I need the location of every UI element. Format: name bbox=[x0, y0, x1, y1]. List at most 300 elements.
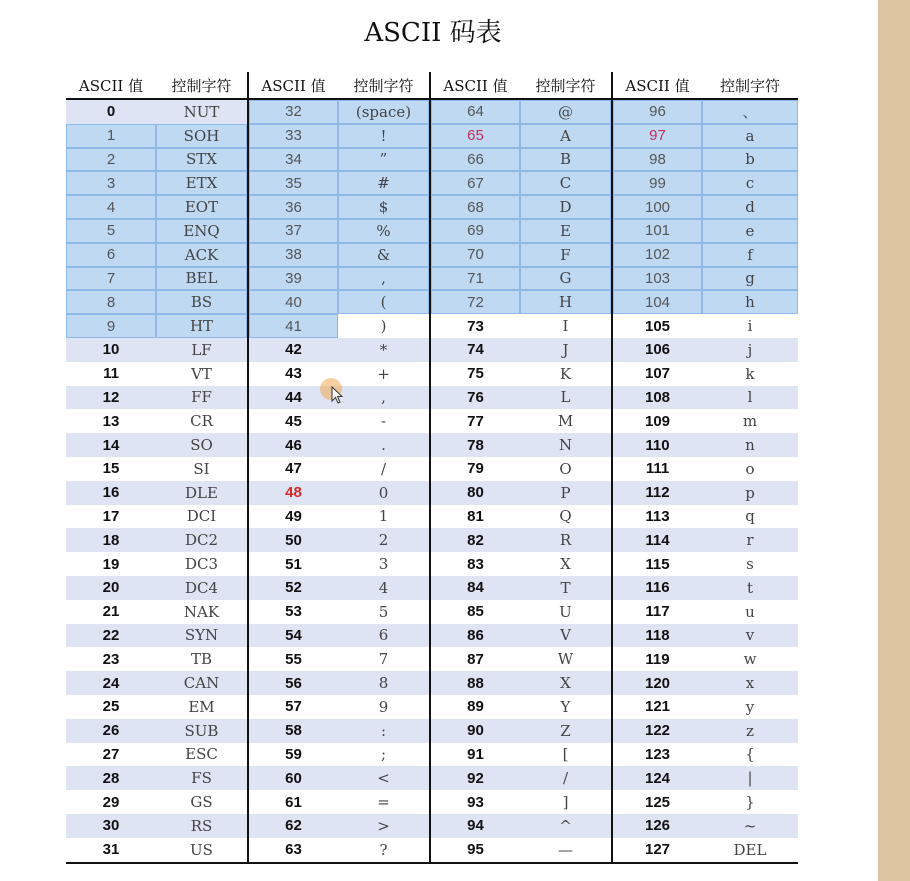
column-header-code: ASCII 值 bbox=[430, 72, 520, 99]
ascii-char-cell[interactable]: l bbox=[702, 386, 798, 410]
ascii-code-cell[interactable]: 115 bbox=[612, 552, 702, 576]
ascii-code-cell[interactable]: 118 bbox=[612, 624, 702, 648]
ascii-code-cell[interactable]: 104 bbox=[612, 290, 702, 314]
ascii-code-cell[interactable]: 93 bbox=[430, 790, 520, 814]
ascii-char-cell[interactable]: SOH bbox=[156, 124, 248, 148]
ascii-char-cell[interactable]: * bbox=[338, 338, 430, 362]
ascii-code-cell[interactable]: 99 bbox=[612, 171, 702, 195]
ascii-table bbox=[66, 72, 798, 864]
table-row bbox=[66, 314, 798, 338]
ascii-char-cell[interactable]: , bbox=[338, 267, 430, 291]
ascii-code-cell[interactable]: 11 bbox=[103, 365, 119, 383]
ascii-char-cell[interactable]: R bbox=[520, 528, 612, 552]
ascii-char-cell[interactable]: I bbox=[562, 317, 569, 336]
table-row bbox=[66, 576, 798, 600]
ascii-code-cell[interactable]: 72 bbox=[430, 290, 520, 314]
ascii-code-cell[interactable]: 86 bbox=[430, 624, 520, 648]
ascii-char-cell[interactable]: / bbox=[380, 459, 387, 478]
ascii-code-cell[interactable]: 19 bbox=[102, 555, 120, 573]
ascii-char-cell[interactable]: n bbox=[702, 433, 798, 457]
ascii-char-cell[interactable]: BS bbox=[156, 290, 248, 314]
ascii-char-cell[interactable]: TB bbox=[190, 650, 213, 669]
ascii-char-cell[interactable]: | bbox=[702, 766, 798, 790]
ascii-char-cell[interactable]: ( bbox=[338, 290, 430, 314]
ascii-code-cell[interactable]: 64 bbox=[430, 99, 520, 124]
ascii-code-cell[interactable]: 85 bbox=[430, 600, 520, 624]
ascii-char-cell[interactable]: L bbox=[520, 386, 612, 410]
ascii-code-cell[interactable]: 44 bbox=[248, 386, 338, 410]
table-row bbox=[66, 838, 798, 863]
ascii-char-cell[interactable]: ! bbox=[338, 124, 430, 148]
ascii-char-cell[interactable]: k bbox=[745, 364, 755, 383]
ascii-char-cell[interactable]: } bbox=[745, 793, 755, 811]
ascii-char-cell[interactable]: BEL bbox=[156, 267, 248, 291]
ascii-code-cell[interactable]: 46 bbox=[248, 433, 338, 457]
ascii-char-cell[interactable]: C bbox=[520, 171, 612, 195]
table-row bbox=[66, 790, 798, 814]
ascii-char-cell[interactable]: RS bbox=[156, 814, 248, 838]
ascii-char-cell[interactable]: CR bbox=[190, 412, 213, 431]
ascii-code-cell[interactable]: 31 bbox=[66, 838, 156, 863]
ascii-char-cell[interactable]: 6 bbox=[338, 624, 430, 648]
ascii-char-cell[interactable]: M bbox=[557, 412, 574, 431]
ascii-char-cell[interactable]: N bbox=[520, 433, 612, 457]
ascii-char-cell[interactable]: X bbox=[560, 555, 571, 574]
ascii-char-cell[interactable]: DEL bbox=[702, 838, 798, 863]
ascii-code-cell[interactable]: 22 bbox=[66, 624, 156, 648]
ascii-code-cell[interactable]: 10 bbox=[66, 338, 156, 362]
ascii-char-cell[interactable]: i bbox=[747, 317, 753, 336]
ascii-char-cell[interactable]: @ bbox=[520, 99, 612, 124]
ascii-char-cell[interactable]: B bbox=[520, 148, 612, 172]
ascii-code-cell[interactable]: 66 bbox=[430, 148, 520, 172]
ascii-code-cell[interactable]: 125 bbox=[612, 790, 702, 814]
ascii-code-cell[interactable]: 80 bbox=[430, 481, 520, 505]
ascii-char-cell[interactable]: 0 bbox=[338, 481, 430, 505]
table-header-row bbox=[66, 72, 798, 99]
ascii-code-cell[interactable]: 101 bbox=[612, 219, 702, 243]
ascii-code-cell[interactable]: 26 bbox=[66, 719, 156, 743]
ascii-code-cell[interactable]: 34 bbox=[248, 148, 338, 172]
ascii-char-cell[interactable]: r bbox=[702, 528, 798, 552]
ascii-code-cell[interactable]: 122 bbox=[612, 719, 702, 743]
ascii-char-cell[interactable]: ? bbox=[338, 838, 430, 863]
ascii-char-cell[interactable]: d bbox=[702, 195, 798, 219]
ascii-code-cell[interactable]: 67 bbox=[430, 171, 520, 195]
ascii-code-cell[interactable]: 48 bbox=[248, 481, 338, 505]
ascii-char-cell[interactable]: ^ bbox=[520, 814, 612, 838]
table-row bbox=[66, 457, 798, 481]
ascii-char-cell[interactable]: t bbox=[702, 576, 798, 600]
table-row bbox=[66, 243, 798, 267]
ascii-code-cell[interactable]: 16 bbox=[66, 481, 156, 505]
ascii-char-cell[interactable]: f bbox=[702, 243, 798, 267]
ascii-code-cell[interactable]: 96 bbox=[612, 99, 702, 124]
ascii-code-cell[interactable]: 120 bbox=[612, 671, 702, 695]
ascii-code-cell[interactable]: 52 bbox=[248, 576, 338, 600]
ascii-char-cell[interactable]: - bbox=[380, 412, 387, 431]
ascii-char-cell[interactable]: H bbox=[520, 290, 612, 314]
ascii-code-cell[interactable]: 51 bbox=[248, 552, 338, 576]
ascii-char-cell[interactable]: DC2 bbox=[156, 528, 248, 552]
ascii-code-cell[interactable]: 49 bbox=[248, 505, 338, 529]
ascii-code-cell[interactable]: 61 bbox=[248, 790, 338, 814]
table-row bbox=[66, 219, 798, 243]
ascii-char-cell[interactable]: . bbox=[338, 433, 430, 457]
table-row bbox=[66, 99, 798, 124]
ascii-char-cell[interactable]: P bbox=[520, 481, 612, 505]
table-row bbox=[66, 552, 798, 576]
ascii-code-cell[interactable]: 55 bbox=[248, 647, 338, 671]
ascii-char-cell[interactable]: w bbox=[743, 650, 757, 669]
ascii-char-cell[interactable]: V bbox=[520, 624, 612, 648]
ascii-char-cell[interactable]: EOT bbox=[156, 195, 248, 219]
column-header-code: ASCII 值 bbox=[612, 72, 702, 99]
ascii-code-cell[interactable]: 100 bbox=[612, 195, 702, 219]
ascii-code-cell[interactable]: 25 bbox=[102, 698, 120, 716]
ascii-char-cell[interactable]: DC3 bbox=[184, 555, 219, 574]
ascii-code-cell[interactable]: 29 bbox=[102, 793, 120, 811]
ascii-char-cell[interactable]: O bbox=[559, 459, 572, 478]
ascii-char-cell[interactable]: VT bbox=[191, 364, 212, 383]
ascii-char-cell[interactable]: Q bbox=[559, 507, 572, 526]
table-row bbox=[66, 743, 798, 767]
ascii-code-cell[interactable]: 95 bbox=[430, 838, 520, 863]
ascii-code-cell[interactable]: 74 bbox=[430, 338, 520, 362]
ascii-code-cell[interactable]: 78 bbox=[430, 433, 520, 457]
ascii-char-cell[interactable]: ” bbox=[338, 148, 430, 172]
ascii-code-cell[interactable]: 37 bbox=[248, 219, 338, 243]
table-row bbox=[66, 362, 798, 386]
ascii-code-cell[interactable]: 94 bbox=[430, 814, 520, 838]
table-row bbox=[66, 433, 798, 457]
ascii-char-cell[interactable]: ACK bbox=[156, 243, 248, 267]
ascii-code-cell[interactable]: 27 bbox=[102, 745, 120, 763]
ascii-code-cell[interactable]: 112 bbox=[612, 481, 702, 505]
table-row bbox=[66, 624, 798, 648]
ascii-code-cell[interactable]: 6 bbox=[66, 243, 156, 267]
ascii-char-cell[interactable]: g bbox=[702, 267, 798, 291]
ascii-code-cell[interactable]: 21 bbox=[102, 603, 120, 621]
ascii-char-cell[interactable]: & bbox=[338, 243, 430, 267]
ascii-char-cell[interactable]: D bbox=[520, 195, 612, 219]
table-row bbox=[66, 148, 798, 172]
ascii-char-cell[interactable]: LF bbox=[156, 338, 248, 362]
ascii-char-cell[interactable]: SO bbox=[156, 433, 248, 457]
ascii-char-cell[interactable]: 2 bbox=[338, 528, 430, 552]
ascii-code-cell[interactable]: 62 bbox=[248, 814, 338, 838]
ascii-char-cell[interactable]: ENQ bbox=[156, 219, 248, 243]
ascii-char-cell[interactable]: ] bbox=[562, 793, 569, 811]
ascii-code-cell[interactable]: 1 bbox=[66, 124, 156, 148]
ascii-char-cell[interactable]: K bbox=[559, 364, 572, 383]
ascii-code-cell[interactable]: 8 bbox=[66, 290, 156, 314]
ascii-code-cell[interactable]: 65 bbox=[430, 124, 520, 148]
ascii-char-cell[interactable]: 9 bbox=[378, 697, 389, 716]
ascii-char-cell[interactable]: p bbox=[702, 481, 798, 505]
ascii-char-cell[interactable]: HT bbox=[156, 314, 248, 338]
ascii-code-cell[interactable]: 107 bbox=[612, 362, 702, 386]
ascii-char-cell[interactable]: m bbox=[742, 412, 758, 431]
ascii-char-cell[interactable]: u bbox=[745, 602, 755, 621]
ascii-char-cell[interactable]: SYN bbox=[156, 624, 248, 648]
ascii-code-cell[interactable]: 20 bbox=[66, 576, 156, 600]
ascii-code-cell[interactable]: 71 bbox=[430, 267, 520, 291]
ascii-code-cell[interactable]: 92 bbox=[430, 766, 520, 790]
ascii-code-cell[interactable]: 119 bbox=[612, 647, 702, 671]
ascii-code-cell[interactable]: 15 bbox=[102, 460, 120, 478]
page-edge-strip bbox=[878, 0, 910, 881]
ascii-code-cell[interactable]: 87 bbox=[430, 647, 520, 671]
ascii-char-cell[interactable]: s bbox=[746, 555, 754, 574]
ascii-char-cell[interactable]: DC4 bbox=[156, 576, 248, 600]
ascii-char-cell[interactable]: x bbox=[702, 671, 798, 695]
table-row bbox=[66, 386, 798, 410]
column-header-char: 控制字符 bbox=[338, 72, 430, 99]
ascii-char-cell[interactable]: % bbox=[338, 219, 430, 243]
ascii-code-cell[interactable]: 35 bbox=[248, 171, 338, 195]
ascii-code-cell[interactable]: 81 bbox=[430, 505, 520, 529]
ascii-char-cell[interactable]: DLE bbox=[156, 481, 248, 505]
ascii-char-cell[interactable]: US bbox=[156, 838, 248, 863]
ascii-code-cell[interactable]: 56 bbox=[248, 671, 338, 695]
ascii-char-cell[interactable]: { bbox=[745, 745, 755, 764]
ascii-code-cell[interactable]: 59 bbox=[248, 743, 338, 767]
ascii-char-cell[interactable]: h bbox=[702, 290, 798, 314]
ascii-char-cell[interactable]: , bbox=[338, 386, 430, 410]
table-row bbox=[66, 695, 798, 719]
column-header-char: 控制字符 bbox=[156, 72, 248, 99]
ascii-char-cell[interactable]: FF bbox=[156, 386, 248, 410]
ascii-char-cell[interactable]: 7 bbox=[378, 650, 389, 669]
table-row bbox=[66, 195, 798, 219]
ascii-code-cell[interactable]: 88 bbox=[430, 671, 520, 695]
ascii-char-cell[interactable]: 、 bbox=[702, 99, 798, 124]
ascii-code-cell[interactable]: 89 bbox=[430, 695, 520, 719]
ascii-code-cell[interactable]: 106 bbox=[612, 338, 702, 362]
ascii-code-cell[interactable]: 43 bbox=[248, 362, 338, 386]
ascii-code-cell[interactable]: 14 bbox=[66, 433, 156, 457]
ascii-code-cell[interactable]: 103 bbox=[612, 267, 702, 291]
ascii-char-cell[interactable]: EM bbox=[188, 697, 215, 716]
ascii-code-cell[interactable]: 82 bbox=[430, 528, 520, 552]
ascii-code-cell[interactable]: 102 bbox=[612, 243, 702, 267]
column-header-code: ASCII 值 bbox=[66, 72, 156, 99]
ascii-char-cell[interactable]: ) bbox=[380, 317, 387, 336]
ascii-code-cell[interactable]: 63 bbox=[248, 838, 338, 863]
table-row bbox=[66, 719, 798, 743]
ascii-char-cell[interactable]: SUB bbox=[156, 719, 248, 743]
ascii-code-cell[interactable]: 40 bbox=[248, 290, 338, 314]
ascii-char-cell[interactable]: X bbox=[520, 671, 612, 695]
ascii-code-cell[interactable]: 50 bbox=[248, 528, 338, 552]
ascii-code-cell[interactable]: 98 bbox=[612, 148, 702, 172]
column-header-code: ASCII 值 bbox=[248, 72, 338, 99]
ascii-code-cell[interactable]: 39 bbox=[248, 267, 338, 291]
ascii-char-cell[interactable]: 5 bbox=[378, 602, 389, 621]
ascii-char-cell[interactable]: v bbox=[702, 624, 798, 648]
ascii-char-cell[interactable]: F bbox=[520, 243, 612, 267]
table-row bbox=[66, 647, 798, 671]
ascii-char-cell[interactable]: T bbox=[520, 576, 612, 600]
ascii-char-cell[interactable]: DCI bbox=[186, 507, 217, 526]
ascii-code-cell[interactable]: 123 bbox=[612, 743, 702, 767]
ascii-char-cell[interactable]: / bbox=[520, 766, 612, 790]
table-row bbox=[66, 505, 798, 529]
ascii-code-cell[interactable]: 69 bbox=[430, 219, 520, 243]
ascii-code-cell[interactable]: 53 bbox=[248, 600, 338, 624]
ascii-code-cell[interactable]: 73 bbox=[430, 314, 520, 338]
ascii-char-cell[interactable]: z bbox=[702, 719, 798, 743]
ascii-char-cell[interactable]: ESC bbox=[185, 745, 218, 764]
ascii-code-cell[interactable]: 9 bbox=[66, 314, 156, 338]
ascii-code-cell[interactable]: 126 bbox=[612, 814, 702, 838]
ascii-code-cell[interactable]: 5 bbox=[66, 219, 156, 243]
ascii-char-cell[interactable]: — bbox=[520, 838, 612, 863]
ascii-code-cell[interactable]: 110 bbox=[612, 433, 702, 457]
ascii-char-cell[interactable]: Y bbox=[560, 697, 571, 716]
ascii-code-cell[interactable]: 124 bbox=[612, 766, 702, 790]
ascii-code-cell[interactable]: 111 bbox=[612, 457, 702, 481]
ascii-code-cell[interactable]: 113 bbox=[612, 505, 702, 529]
table-row bbox=[66, 481, 798, 505]
ascii-char-cell[interactable]: o bbox=[745, 459, 755, 478]
ascii-char-cell[interactable]: e bbox=[702, 219, 798, 243]
ascii-code-cell[interactable]: 3 bbox=[66, 171, 156, 195]
table-row bbox=[66, 766, 798, 790]
ascii-char-cell[interactable]: FS bbox=[156, 766, 248, 790]
ascii-code-cell[interactable]: 45 bbox=[248, 409, 338, 433]
ascii-char-cell[interactable]: < bbox=[338, 766, 430, 790]
table-row bbox=[66, 171, 798, 195]
ascii-char-cell[interactable]: a bbox=[702, 124, 798, 148]
ascii-code-cell[interactable]: 4 bbox=[66, 195, 156, 219]
ascii-code-cell[interactable]: 12 bbox=[66, 386, 156, 410]
ascii-code-cell[interactable]: 33 bbox=[248, 124, 338, 148]
ascii-char-cell[interactable]: CAN bbox=[156, 671, 248, 695]
ascii-char-cell[interactable]: A bbox=[520, 124, 612, 148]
table-row bbox=[66, 267, 798, 291]
table-row bbox=[66, 124, 798, 148]
ascii-code-cell[interactable]: 38 bbox=[248, 243, 338, 267]
table-row bbox=[66, 671, 798, 695]
ascii-code-cell[interactable]: 57 bbox=[248, 695, 338, 719]
ascii-code-cell[interactable]: 127 bbox=[612, 838, 702, 863]
ascii-code-cell[interactable]: 79 bbox=[430, 457, 520, 481]
ascii-char-cell[interactable]: = bbox=[377, 793, 390, 811]
ascii-code-cell[interactable]: 116 bbox=[612, 576, 702, 600]
ascii-char-cell[interactable]: NUT bbox=[156, 99, 248, 124]
ascii-char-cell[interactable]: b bbox=[702, 148, 798, 172]
ascii-char-cell[interactable]: + bbox=[377, 364, 390, 383]
ascii-code-cell[interactable]: 109 bbox=[612, 409, 702, 433]
ascii-code-cell[interactable]: 7 bbox=[66, 267, 156, 291]
column-header-char: 控制字符 bbox=[702, 72, 798, 99]
ascii-code-cell[interactable]: 23 bbox=[102, 650, 120, 668]
ascii-char-cell[interactable]: : bbox=[338, 719, 430, 743]
ascii-char-cell[interactable]: # bbox=[338, 171, 430, 195]
ascii-code-cell[interactable]: 30 bbox=[66, 814, 156, 838]
ascii-code-cell[interactable]: 28 bbox=[66, 766, 156, 790]
ascii-code-cell[interactable]: 105 bbox=[612, 314, 702, 338]
ascii-code-cell[interactable]: 90 bbox=[430, 719, 520, 743]
ascii-char-cell[interactable]: 3 bbox=[378, 555, 389, 574]
ascii-char-cell[interactable]: Z bbox=[520, 719, 612, 743]
ascii-code-cell[interactable]: 47 bbox=[248, 457, 338, 481]
ascii-char-cell[interactable]: > bbox=[338, 814, 430, 838]
ascii-code-cell[interactable]: 18 bbox=[66, 528, 156, 552]
ascii-code-cell[interactable]: 108 bbox=[612, 386, 702, 410]
ascii-code-cell[interactable]: 114 bbox=[612, 528, 702, 552]
ascii-char-cell[interactable]: $ bbox=[338, 195, 430, 219]
ascii-code-cell[interactable]: 13 bbox=[102, 412, 120, 430]
ascii-char-cell[interactable]: y bbox=[745, 697, 755, 716]
ascii-code-cell[interactable]: 83 bbox=[430, 552, 520, 576]
ascii-char-cell[interactable]: 8 bbox=[338, 671, 430, 695]
ascii-code-cell[interactable]: 84 bbox=[430, 576, 520, 600]
ascii-code-cell[interactable]: 24 bbox=[66, 671, 156, 695]
ascii-code-cell[interactable]: 58 bbox=[248, 719, 338, 743]
table-row bbox=[66, 600, 798, 624]
ascii-code-cell[interactable]: 70 bbox=[430, 243, 520, 267]
ascii-code-cell[interactable]: 75 bbox=[430, 362, 520, 386]
ascii-code-cell[interactable]: 0 bbox=[66, 99, 156, 124]
ascii-code-cell[interactable]: 32 bbox=[248, 99, 338, 124]
ascii-char-cell[interactable]: U bbox=[559, 602, 572, 621]
ascii-code-cell[interactable]: 117 bbox=[612, 600, 702, 624]
ascii-code-cell[interactable]: 17 bbox=[102, 507, 120, 525]
ascii-char-cell[interactable]: q bbox=[745, 507, 755, 526]
ascii-char-cell[interactable]: G bbox=[520, 267, 612, 291]
ascii-char-cell[interactable]: STX bbox=[156, 148, 248, 172]
ascii-char-cell[interactable]: SI bbox=[193, 459, 210, 478]
ascii-char-cell[interactable]: E bbox=[520, 219, 612, 243]
ascii-code-cell[interactable]: 36 bbox=[248, 195, 338, 219]
table-row bbox=[66, 528, 798, 552]
ascii-code-cell[interactable]: 76 bbox=[430, 386, 520, 410]
table-row bbox=[66, 290, 798, 314]
ascii-char-cell[interactable]: 4 bbox=[338, 576, 430, 600]
ascii-char-cell[interactable]: W bbox=[557, 650, 574, 669]
ascii-code-cell[interactable]: 91 bbox=[430, 743, 520, 767]
ascii-code-cell[interactable]: 121 bbox=[612, 695, 702, 719]
ascii-char-cell[interactable]: J bbox=[520, 338, 612, 362]
ascii-char-cell[interactable]: [ bbox=[562, 745, 569, 764]
ascii-code-cell[interactable]: 97 bbox=[612, 124, 702, 148]
table-row bbox=[66, 338, 798, 362]
table-row bbox=[66, 409, 798, 433]
ascii-char-cell[interactable]: NAK bbox=[183, 602, 220, 621]
ascii-char-cell[interactable]: GS bbox=[190, 793, 213, 811]
ascii-char-cell[interactable]: (space) bbox=[338, 99, 430, 124]
ascii-code-cell[interactable]: 68 bbox=[430, 195, 520, 219]
ascii-char-cell[interactable]: ETX bbox=[156, 171, 248, 195]
ascii-code-cell[interactable]: 2 bbox=[66, 148, 156, 172]
ascii-code-cell[interactable]: 42 bbox=[248, 338, 338, 362]
page-title: ASCII 码表 bbox=[364, 18, 502, 48]
ascii-code-cell[interactable]: 77 bbox=[430, 409, 520, 433]
ascii-char-cell[interactable]: 1 bbox=[378, 507, 389, 526]
ascii-char-cell[interactable]: ~ bbox=[702, 814, 798, 838]
mouse-pointer-icon bbox=[331, 386, 345, 406]
ascii-code-cell[interactable]: 41 bbox=[248, 314, 338, 338]
ascii-code-cell[interactable]: 54 bbox=[248, 624, 338, 648]
ascii-char-cell[interactable]: ; bbox=[380, 745, 387, 764]
ascii-code-cell[interactable]: 60 bbox=[248, 766, 338, 790]
ascii-char-cell[interactable]: c bbox=[702, 171, 798, 195]
ascii-char-cell[interactable]: j bbox=[702, 338, 798, 362]
column-header-char: 控制字符 bbox=[520, 72, 612, 99]
